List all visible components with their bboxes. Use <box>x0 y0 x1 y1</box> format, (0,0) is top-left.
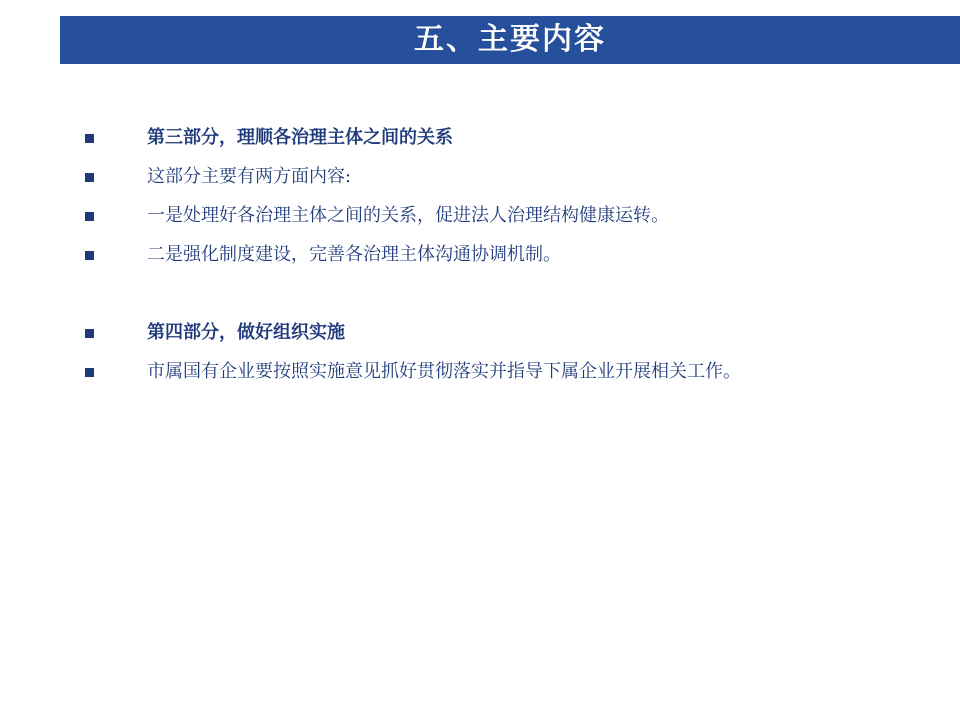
bullet-item-5 <box>85 319 345 347</box>
bullet-item-3 <box>85 202 669 230</box>
bullet-item-4 <box>85 241 561 269</box>
square-bullet-icon <box>85 134 94 143</box>
bullet-item-1 <box>85 124 453 152</box>
slide-title: 五、主要内容 <box>414 22 606 57</box>
square-bullet-icon <box>85 173 94 182</box>
square-bullet-icon <box>85 368 94 377</box>
square-bullet-icon <box>85 329 94 338</box>
square-bullet-icon <box>85 251 94 260</box>
bullet-text: 第四部分，做好组织实施 <box>147 322 345 343</box>
bullet-item-6 <box>85 358 741 386</box>
bullet-text: 一是处理好各治理主体之间的关系，促进法人治理结构健康运转。 <box>147 205 669 226</box>
bullet-text: 二是强化制度建设，完善各治理主体沟通协调机制。 <box>147 244 561 265</box>
bullet-text: 第三部分，理顺各治理主体之间的关系 <box>147 127 453 148</box>
bullet-item-2 <box>85 163 352 191</box>
bullet-text: 市属国有企业要按照实施意见抓好贯彻落实并指导下属企业开展相关工作。 <box>147 361 741 382</box>
square-bullet-icon <box>85 212 94 221</box>
bullet-text: 这部分主要有两方面内容: <box>147 166 352 187</box>
